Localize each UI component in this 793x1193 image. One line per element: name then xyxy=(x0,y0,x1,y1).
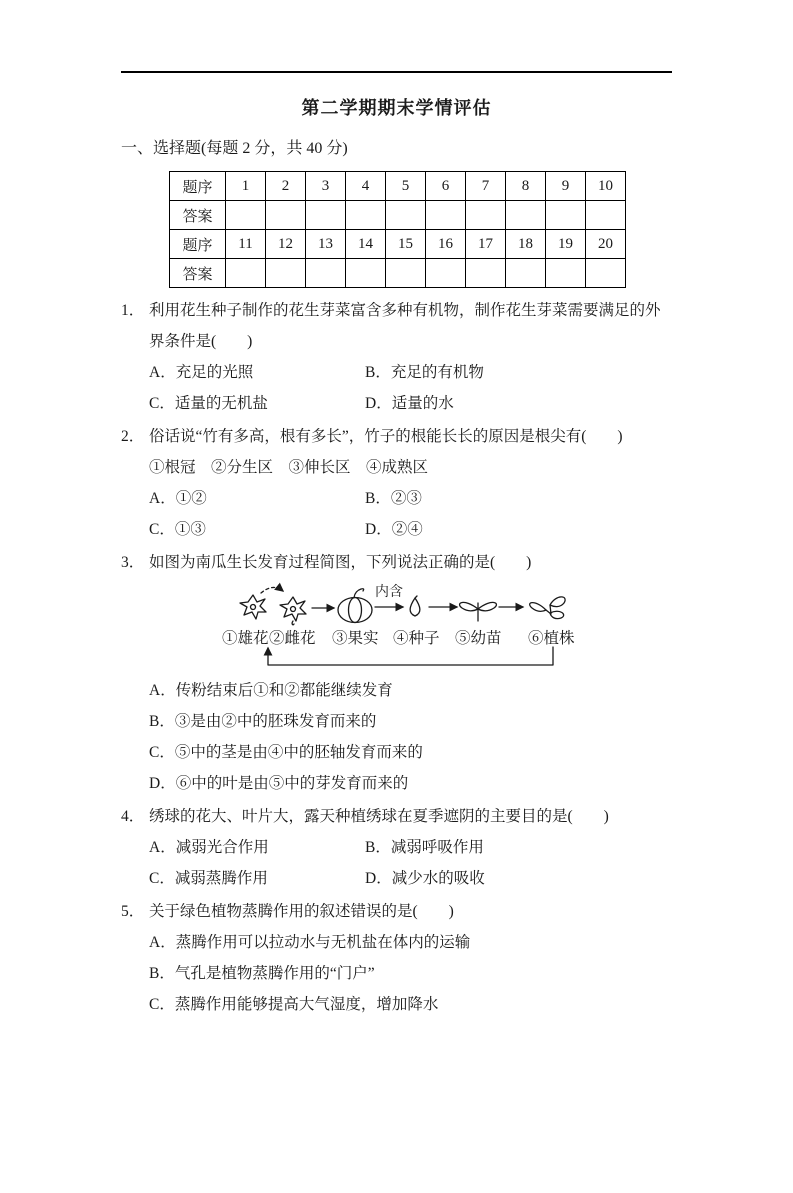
stage-label-female-flower: ②雌花 xyxy=(269,630,316,647)
question-number-cell: 7 xyxy=(466,172,506,201)
answer-cell xyxy=(266,259,306,288)
male-flower-icon xyxy=(240,595,266,619)
answer-cell xyxy=(386,201,426,230)
question-number-cell: 1 xyxy=(226,172,266,201)
option-text: 蒸腾作用能够提高大气湿度，增加降水 xyxy=(174,996,439,1013)
pumpkin-lifecycle-diagram xyxy=(215,581,672,673)
option-c xyxy=(149,863,365,894)
option-d xyxy=(365,863,672,894)
question-number-cell: 8 xyxy=(506,172,546,201)
option-label: C． xyxy=(149,744,175,761)
answer-cell xyxy=(386,259,426,288)
option-text: ③是由②中的胚珠发育而来的 xyxy=(174,713,377,730)
question-text: 俗话说“竹有多高，根有多长”，竹子的根能长长的原因是根尖有( ) xyxy=(149,428,623,445)
answer-cell xyxy=(266,201,306,230)
option-d xyxy=(149,768,672,799)
option-label: D． xyxy=(365,395,392,412)
option-label: A． xyxy=(149,364,176,381)
answer-cell xyxy=(346,259,386,288)
question-number-cell: 11 xyxy=(226,230,266,259)
question-number-cell: 6 xyxy=(426,172,466,201)
option-text: 减弱光合作用 xyxy=(175,839,269,856)
option-b xyxy=(149,706,672,737)
option-c xyxy=(149,989,672,1020)
answer-cell xyxy=(226,259,266,288)
question-5 xyxy=(121,896,672,1020)
header-rule xyxy=(121,71,672,73)
option-c xyxy=(149,388,365,419)
answer-cell xyxy=(226,201,266,230)
option-d xyxy=(365,388,672,419)
option-label: D． xyxy=(365,521,392,538)
option-text: 气孔是植物蒸腾作用的“门户” xyxy=(174,965,375,982)
option-text: 减少水的吸收 xyxy=(391,870,485,887)
option-b xyxy=(149,958,672,989)
option-text: 充足的有机物 xyxy=(390,364,484,381)
question-text: 关于绿色植物蒸腾作用的叙述错误的是( ) xyxy=(149,903,454,920)
option-text: ⑤中的茎是由④中的胚轴发育而来的 xyxy=(174,744,423,761)
question-number-cell: 17 xyxy=(466,230,506,259)
option-label: A． xyxy=(149,934,176,951)
answer-cell xyxy=(506,201,546,230)
stage-label-seedling: ⑤幼苗 xyxy=(455,630,502,647)
question-number-cell: 13 xyxy=(306,230,346,259)
seed-icon xyxy=(410,596,420,616)
question-number-cell: 2 xyxy=(266,172,306,201)
stage-label-fruit: ③果实 xyxy=(332,630,379,647)
answer-cell xyxy=(426,259,466,288)
section-heading: 一、选择题(每题 2 分，共 40 分) xyxy=(121,140,348,157)
question-number: 1． xyxy=(121,302,145,319)
option-a xyxy=(149,357,365,388)
option-b xyxy=(365,483,672,514)
table-row xyxy=(170,230,626,259)
question-2 xyxy=(121,421,672,545)
question-number: 4． xyxy=(121,808,145,825)
option-label: A． xyxy=(149,490,176,507)
stage-label-seed: ④种子 xyxy=(393,630,440,647)
question-number-cell: 14 xyxy=(346,230,386,259)
table-row xyxy=(170,172,626,201)
arrow-label: 内含 xyxy=(375,585,403,600)
question-number-cell: 19 xyxy=(546,230,586,259)
option-group xyxy=(149,675,672,799)
fruit-icon xyxy=(338,589,372,623)
question-number-cell: 9 xyxy=(546,172,586,201)
option-c xyxy=(149,737,672,768)
row-header: 题序 xyxy=(170,230,226,259)
question-list xyxy=(121,295,672,1020)
option-label: B． xyxy=(365,839,391,856)
question-number-cell: 12 xyxy=(266,230,306,259)
question-subitems: ①根冠 ②分生区 ③伸长区 ④成熟区 xyxy=(149,459,429,476)
seedling-icon xyxy=(460,602,497,621)
option-label: D． xyxy=(149,775,176,792)
answer-cell xyxy=(306,259,346,288)
answer-cell xyxy=(346,201,386,230)
stage-label-plant: ⑥植株 xyxy=(528,630,575,647)
option-text: ①③ xyxy=(174,521,206,538)
answer-cell xyxy=(586,201,626,230)
question-number: 2． xyxy=(121,428,145,445)
question-number-cell: 10 xyxy=(586,172,626,201)
row-header: 答案 xyxy=(170,201,226,230)
answer-cell xyxy=(466,259,506,288)
question-number-cell: 5 xyxy=(386,172,426,201)
answer-cell xyxy=(466,201,506,230)
option-label: C． xyxy=(149,395,175,412)
table-row xyxy=(170,201,626,230)
answer-cell xyxy=(546,201,586,230)
option-text: ⑥中的叶是由⑤中的芽发育而来的 xyxy=(175,775,409,792)
option-label: B． xyxy=(365,364,391,381)
option-label: B． xyxy=(149,965,175,982)
pollination-arrow xyxy=(261,587,283,593)
answer-cell xyxy=(306,201,346,230)
question-number: 3． xyxy=(121,554,145,571)
option-a xyxy=(149,927,672,958)
option-b xyxy=(365,832,672,863)
option-b xyxy=(365,357,672,388)
option-c xyxy=(149,514,365,545)
option-text: ②③ xyxy=(390,490,422,507)
option-text: 适量的无机盐 xyxy=(174,395,268,412)
cycle-arrow xyxy=(268,647,553,665)
question-number-cell: 20 xyxy=(586,230,626,259)
option-text: ①② xyxy=(175,490,207,507)
question-text: 如图为南瓜生长发育过程简图，下列说法正确的是( ) xyxy=(149,554,532,571)
option-text: 减弱蒸腾作用 xyxy=(174,870,268,887)
page-title: 第二学期期末学情评估 xyxy=(301,98,492,118)
option-text: 充足的光照 xyxy=(175,364,254,381)
option-label: B． xyxy=(365,490,391,507)
question-3 xyxy=(121,547,672,799)
option-d xyxy=(365,514,672,545)
option-a xyxy=(149,675,672,706)
female-flower-icon xyxy=(280,597,306,625)
table-row xyxy=(170,259,626,288)
row-header: 答案 xyxy=(170,259,226,288)
option-a xyxy=(149,483,365,514)
plant-icon xyxy=(530,597,565,619)
option-text: 蒸腾作用可以拉动水与无机盐在体内的运输 xyxy=(175,934,471,951)
option-label: C． xyxy=(149,996,175,1013)
question-text: 绣球的花大、叶片大，露天种植绣球在夏季遮阴的主要目的是( ) xyxy=(149,808,609,825)
answer-cell xyxy=(426,201,466,230)
option-group xyxy=(149,357,672,419)
answer-cell xyxy=(506,259,546,288)
option-group xyxy=(149,832,672,894)
option-label: B． xyxy=(149,713,175,730)
question-number-cell: 18 xyxy=(506,230,546,259)
option-text: 减弱呼吸作用 xyxy=(390,839,484,856)
option-a xyxy=(149,832,365,863)
option-label: C． xyxy=(149,870,175,887)
option-group xyxy=(149,927,672,1020)
option-label: A． xyxy=(149,682,176,699)
option-label: A． xyxy=(149,839,176,856)
answer-sheet-table xyxy=(169,171,626,288)
question-number-cell: 3 xyxy=(306,172,346,201)
stage-label-male-flower: ①雄花 xyxy=(222,630,269,647)
option-text: 传粉结束后①和②都能继续发育 xyxy=(175,682,393,699)
option-text: 适量的水 xyxy=(391,395,454,412)
question-4 xyxy=(121,801,672,894)
question-number-cell: 4 xyxy=(346,172,386,201)
option-label: C． xyxy=(149,521,175,538)
option-group xyxy=(149,483,672,545)
option-label: D． xyxy=(365,870,392,887)
option-text: ②④ xyxy=(391,521,423,538)
answer-cell xyxy=(586,259,626,288)
question-number: 5． xyxy=(121,903,145,920)
row-header: 题序 xyxy=(170,172,226,201)
question-number-cell: 15 xyxy=(386,230,426,259)
question-text: 利用花生种子制作的花生芽菜富含多种有机物，制作花生芽菜需要满足的外界条件是( ) xyxy=(149,302,661,350)
question-1 xyxy=(121,295,672,419)
question-number-cell: 16 xyxy=(426,230,466,259)
answer-cell xyxy=(546,259,586,288)
